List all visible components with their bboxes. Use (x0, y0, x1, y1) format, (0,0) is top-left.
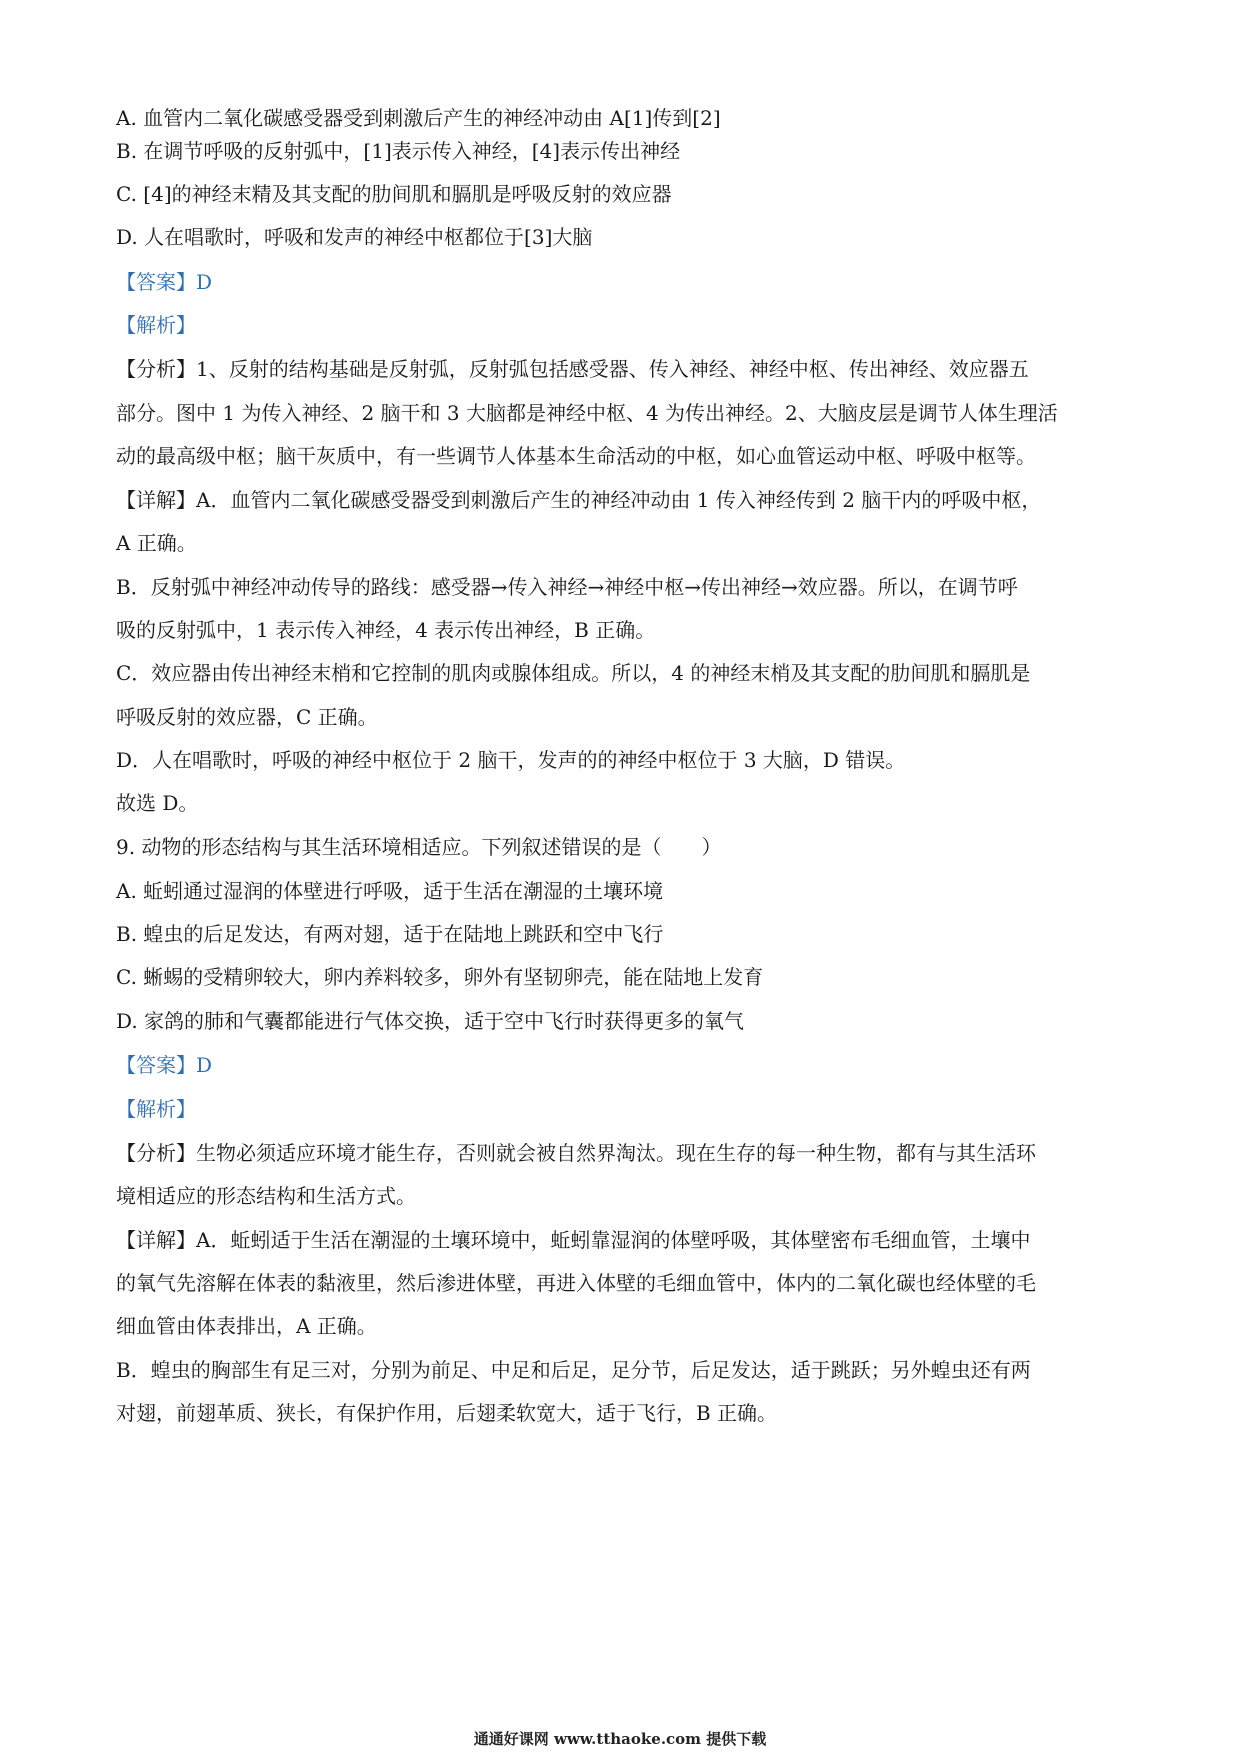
detail-line: B．蝗虫的胸部生有足三对，分别为前足、中足和后足，足分节，后足发达，适于跳跃；另外蝗虫还有两 (116, 1358, 1031, 1382)
detail-line: 对翅，前翅革质、狭长，有保护作用，后翅柔软宽大，适于飞行，B 正确。 (116, 1401, 778, 1425)
explanation-heading: 【解析】 (116, 1097, 196, 1121)
explanation-heading: 【解析】 (116, 313, 196, 337)
detail-line: 呼吸反射的效应器，C 正确。 (116, 705, 378, 729)
analysis-line: 动的最高级中枢；脑干灰质中，有一些调节人体基本生命活动的中枢，如心血管运动中枢、呼吸中枢等。 (116, 444, 1036, 468)
detail-line: C．效应器由传出神经末梢和它控制的肌肉或腺体组成。所以，4 的神经末梢及其支配的肋间肌和膈肌是 (116, 661, 1031, 685)
option-a-line: A. 血管内二氧化碳感受器受到刺激后产生的神经冲动由 A[1]传到[2] (116, 106, 721, 130)
detail-line: 的氧气先溶解在体表的黏液里，然后渗进体壁，再进入体壁的毛细血管中，体内的二氧化碳也经体壁的毛 (116, 1271, 1036, 1295)
detail-line: D．人在唱歌时，呼吸的神经中枢位于 2 脑干，发声的的神经中枢位于 3 大脑，D 错误。 (116, 748, 906, 772)
detail-line: 【详解】A．血管内二氧化碳感受器受到刺激后产生的神经冲动由 1 传入神经传到 2 脑干内的呼吸中枢， (116, 488, 1042, 512)
detail-line: A 正确。 (116, 531, 197, 555)
answer-line: 【答案】D (116, 1053, 213, 1077)
question-9-stem: 9. 动物的形态结构与其生活环境相适应。下列叙述错误的是（ ） (116, 835, 722, 859)
option-b-line: B. 在调节呼吸的反射弧中，[1]表示传入神经，[4]表示传出神经 (116, 139, 681, 163)
option-c-line: C. 蜥蜴的受精卵较大，卵内养料较多，卵外有坚韧卵壳，能在陆地上发育 (116, 965, 764, 989)
conclusion-line: 故选 D。 (116, 791, 199, 815)
analysis-line: 【分析】1、反射的结构基础是反射弧，反射弧包括感受器、传入神经、神经中枢、传出神经、效应器五 (116, 357, 1029, 381)
answer-line: 【答案】D (116, 270, 213, 294)
option-d-line: D. 家鸽的肺和气囊都能进行气体交换，适于空中飞行时获得更多的氧气 (116, 1009, 745, 1033)
analysis-line: 部分。图中 1 为传入神经、2 脑干和 3 大脑都是神经中枢、4 为传出神经。2、大脑皮层是调节人体生理活 (116, 401, 1058, 425)
option-a-line: A. 蚯蚓通过湿润的体壁进行呼吸，适于生活在潮湿的土壤环境 (116, 879, 664, 903)
detail-line: 细血管由体表排出，A 正确。 (116, 1314, 377, 1338)
page-footer: 通通好课网 www.tthaoke.com 提供下载 (473, 1730, 767, 1748)
analysis-line: 【分析】生物必须适应环境才能生存，否则就会被自然界淘汰。现在生存的每一种生物，都有与其生活环 (116, 1141, 1036, 1165)
option-d-line: D. 人在唱歌时，呼吸和发声的神经中枢都位于[3]大脑 (116, 225, 593, 249)
analysis-line: 境相适应的形态结构和生活方式。 (116, 1184, 416, 1208)
option-b-line: B. 蝗虫的后足发达，有两对翅，适于在陆地上跳跃和空中飞行 (116, 922, 664, 946)
detail-line: 【详解】A．蚯蚓适于生活在潮湿的土壤环境中，蚯蚓靠湿润的体壁呼吸，其体壁密布毛细血管，土壤中 (116, 1228, 1031, 1252)
detail-line: 吸的反射弧中，1 表示传入神经，4 表示传出神经，B 正确。 (116, 618, 656, 642)
detail-line: B．反射弧中神经冲动传导的路线：感受器→传入神经→神经中枢→传出神经→效应器。所以，在调节呼 (116, 575, 1018, 599)
option-c-line: C. [4]的神经末精及其支配的肋间肌和膈肌是呼吸反射的效应器 (116, 182, 672, 206)
